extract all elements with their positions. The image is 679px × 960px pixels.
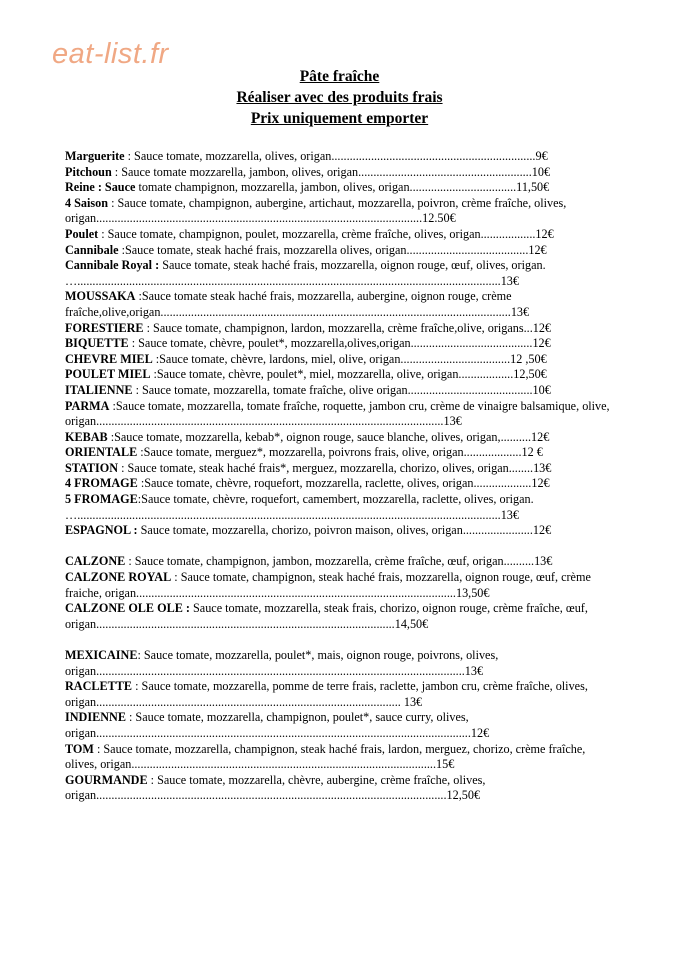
menu-item <box>65 476 613 492</box>
menu-item-description: : Sauce tomate, mozzarella, poulet*, mais, oignon rouge, poivrons, olives, origan.........................................................................................................................13€ <box>65 648 499 678</box>
menu-item <box>65 492 613 523</box>
menu-item <box>65 383 613 399</box>
menu-item-name: POULET MIEL <box>65 367 151 382</box>
menu-item <box>65 243 613 259</box>
menu-item <box>65 570 613 601</box>
header-subtitle: Réaliser avec des produits frais <box>236 89 443 106</box>
menu-item-name: 4 FROMAGE <box>65 476 138 491</box>
menu-item-name: INDIENNE <box>65 710 126 725</box>
menu-item <box>65 180 613 196</box>
menu-item <box>65 352 613 368</box>
menu-item <box>65 554 613 570</box>
menu-item-description: :Sauce tomate, steak haché frais, mozzarella olives, origan........................................12€ <box>118 242 547 257</box>
menu-item-name: 5 FROMAGE <box>65 492 138 507</box>
menu-item-name: Poulet <box>65 226 99 241</box>
menu-item-description: : Sauce tomate, steak haché frais*, merguez, mozzarella, chorizo, olives, origan........13€ <box>118 460 552 475</box>
menu-item-name: ITALIENNE <box>65 382 133 397</box>
menu-item <box>65 367 613 383</box>
menu-item-name: CHEVRE MIEL <box>65 351 153 366</box>
header-note: Prix uniquement emporter <box>250 110 429 127</box>
menu-item-description: : Sauce tomate mozzarella, jambon, olives, origan.........................................................10€ <box>111 164 551 179</box>
section-spacer <box>65 632 613 648</box>
menu-item-description: : Sauce tomate, champignon, poulet, mozzarella, crème fraîche, olives, origan..................12€ <box>98 226 554 241</box>
menu-item <box>65 321 613 337</box>
menu-item-description: :Sauce tomate, chèvre, roquefort, mozzarella, raclette, olives, origan...................12€ <box>137 476 550 491</box>
menu-item <box>65 523 613 539</box>
menu-item-name: 4 Saison <box>65 195 109 210</box>
menu-item-description: : Sauce tomate, mozzarella, champignon, steak haché frais, lardon, merguez, chorizo, crème fraîche, olives, origan....................................................................................................15€ <box>65 741 586 772</box>
menu-item-description: :Sauce tomate, chèvre, lardons, miel, olive, origan....................................12 ,50€ <box>152 351 547 366</box>
menu-item-name: Reine : Sauce <box>65 180 136 195</box>
menu-item-description: : Sauce tomate, mozzarella, tomate fraîche, olive origan.........................................10€ <box>132 382 551 397</box>
menu-item-name: KEBAB <box>65 429 108 444</box>
menu-item-name: MEXICAINE <box>65 648 138 662</box>
pizza-menu <box>65 149 613 804</box>
menu-item-name: CALZONE ROYAL <box>65 570 172 585</box>
menu-item-description: :Sauce tomate, chèvre, poulet*, miel, mozzarella, olive, origan..................12,50€ <box>150 367 547 382</box>
menu-item <box>65 336 613 352</box>
menu-item <box>65 289 613 320</box>
menu-item-name: CALZONE <box>65 554 126 569</box>
menu-item <box>65 149 613 165</box>
menu-item <box>65 710 613 741</box>
menu-item-name: Marguerite <box>65 149 125 163</box>
menu-item-description: :Sauce tomate, mozzarella, kebab*, oignon rouge, sauce blanche, olives, origan,..........12€ <box>107 429 550 444</box>
menu-item <box>65 399 613 430</box>
menu-item <box>65 601 613 632</box>
section-spacer <box>65 539 613 555</box>
menu-item <box>65 461 613 477</box>
menu-item <box>65 742 613 773</box>
menu-item-name: RACLETTE <box>65 679 133 694</box>
menu-item <box>65 773 613 804</box>
menu-item <box>65 445 613 461</box>
menu-header <box>0 66 679 129</box>
menu-item-description: :Sauce tomate steak haché frais, mozzarella, aubergine, oignon rouge, crème fraîche,olive,origan...................................................................................................................13€ <box>65 289 530 319</box>
menu-item <box>65 430 613 446</box>
menu-item-description: :Sauce tomate, mozzarella, tomate fraîche, roquette, jambon cru, crème de vinaigre balsamique, olive, origan..................................................................................................................13€ <box>65 398 610 429</box>
menu-item-description: : Sauce tomate, mozzarella, champignon, poulet*, sauce curry, olives, origan...........................................................................................................................12€ <box>65 710 490 740</box>
menu-item-description: : Sauce tomate, champignon, lardon, mozzarella, crème fraîche,olive, origans...12€ <box>143 320 552 335</box>
menu-item-description: Sauce tomate, mozzarella, chorizo, poivron maison, olives, origan.......................12€ <box>137 523 552 538</box>
site-logo: eat-list.fr <box>52 38 169 70</box>
menu-item-name: Cannibale Royal : <box>65 258 160 273</box>
menu-item <box>65 648 613 679</box>
menu-item-name: STATION <box>65 460 119 475</box>
menu-item <box>65 165 613 181</box>
menu-item-description: : Sauce tomate, mozzarella, pomme de terre frais, raclette, jambon cru, crème fraîche, olives, origan.................................................................................................... 13€ <box>65 679 588 709</box>
menu-item-description: : Sauce tomate, champignon, jambon, mozzarella, crème fraîche, œuf, origan..........13€ <box>125 554 553 569</box>
menu-item-description: :Sauce tomate, chèvre, roquefort, camembert, mozzarella, raclette, olives, origan. …...........................................................................................................................................13€ <box>65 492 534 522</box>
header-title: Pâte fraîche <box>299 68 380 85</box>
menu-item-name: Cannibale <box>65 242 119 257</box>
menu-item-name: CALZONE OLE OLE : <box>65 601 190 616</box>
menu-item <box>65 227 613 243</box>
menu-item-name: ORIENTALE <box>65 445 138 460</box>
menu-item-description: : Sauce tomate, champignon, aubergine, artichaut, mozzarella, poivron, crème fraîche, olives, origan...........................................................................................................12.50€ <box>65 195 567 226</box>
menu-item-description: : Sauce tomate, mozzarella, chèvre, aubergine, crème fraîche, olives, origan...................................................................................................................12,50€ <box>65 772 486 803</box>
menu-item-description: :Sauce tomate, merguez*, mozzarella, poivrons frais, olive, origan...................12 € <box>137 445 543 460</box>
menu-item-name: Pitchoun <box>65 164 112 179</box>
menu-item-description: Sauce tomate, mozzarella, steak frais, chorizo, oignon rouge, crème fraîche, œuf, origan..................................................................................................14,50€ <box>65 601 588 631</box>
menu-item-description: : Sauce tomate, mozzarella, olives, origan...................................................................9€ <box>124 149 548 163</box>
menu-item-description: : Sauce tomate, champignon, steak haché frais, mozzarella, oignon rouge, œuf, crème fraiche, origan.........................................................................................................13,50€ <box>65 570 591 600</box>
menu-item <box>65 258 613 289</box>
menu-item-name: BIQUETTE <box>65 336 129 351</box>
menu-item-description: Sauce tomate, steak haché frais, mozzarella, oignon rouge, œuf, olives, origan. …...........................................................................................................................................13€ <box>65 258 546 288</box>
menu-item-description: tomate champignon, mozzarella, jambon, olives, origan...................................11,50€ <box>135 180 550 195</box>
menu-item-name: GOURMANDE <box>65 772 148 787</box>
menu-item-name: PARMA <box>65 398 110 413</box>
menu-item-name: ESPAGNOL : <box>65 523 138 538</box>
menu-item-name: FORESTIERE <box>65 320 144 335</box>
menu-item-name: TOM <box>65 741 94 756</box>
menu-item <box>65 679 613 710</box>
menu-item <box>65 196 613 227</box>
menu-item-description: : Sauce tomate, chèvre, poulet*, mozzarella,olives,origan........................................12€ <box>128 336 551 351</box>
menu-item-name: MOUSSAKA <box>65 289 136 304</box>
